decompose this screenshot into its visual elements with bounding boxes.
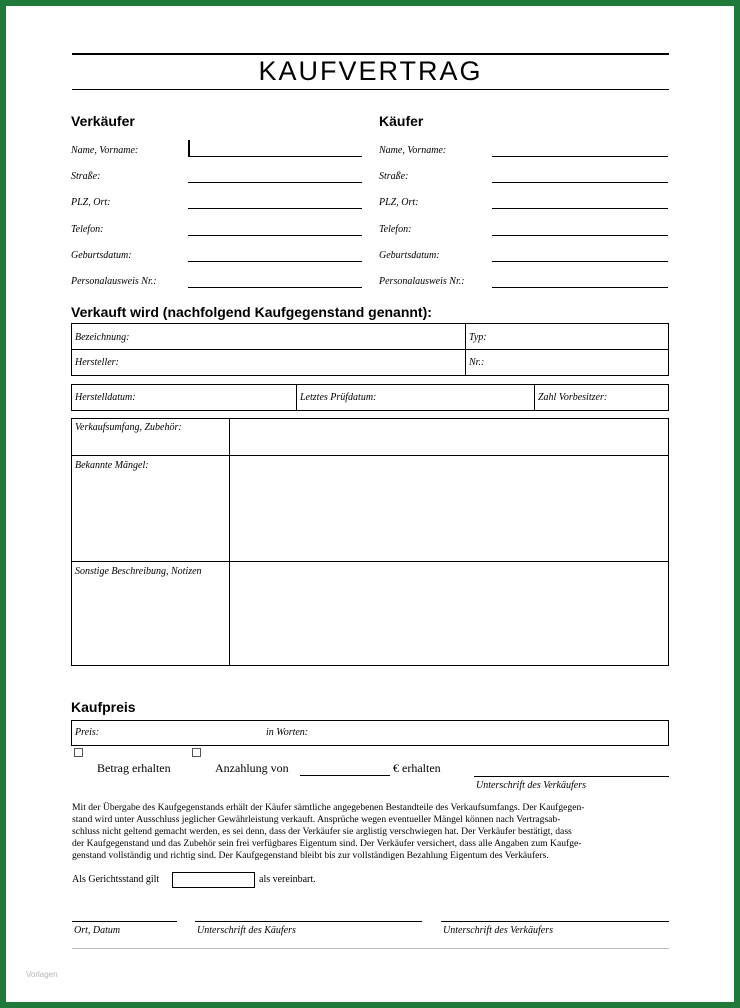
hersteller-field[interactable] xyxy=(130,351,462,374)
terms-line: schluss nicht geltend gemacht werden, es sei denn, dass der Verkäufer sie arglistig verschwiegen hat. Der Verkäufer bestätigt, dass xyxy=(72,826,572,837)
item-table-3-divider-2 xyxy=(71,561,669,562)
buyer-id-label: Personalausweis Nr.: xyxy=(379,276,465,287)
seller-id-field[interactable] xyxy=(188,287,362,288)
buyer-signature-label: Unterschrift des Käufers xyxy=(197,925,296,936)
buyer-phone-field[interactable] xyxy=(492,235,668,236)
bezeichnung-field[interactable] xyxy=(150,325,462,348)
seller-birthdate-field[interactable] xyxy=(188,261,362,262)
sonstige-label: Sonstige Beschreibung, Notizen xyxy=(75,566,202,577)
verkaufsumfang-label: Verkaufsumfang, Zubehör: xyxy=(75,422,182,433)
ort-datum-line[interactable] xyxy=(72,921,177,922)
seller-phone-label: Telefon: xyxy=(71,224,104,235)
watermark: Vorlagen xyxy=(26,970,58,979)
terms-line: Mit der Übergabe des Kaufgegenstands erhält der Käufer sämtliche angegebenen Bestandteile des Verkaufsumfangs. Der Kaufgegen- xyxy=(72,802,585,813)
gerichtsstand-field[interactable] xyxy=(172,872,255,888)
buyer-id-field[interactable] xyxy=(492,287,668,288)
vereinbart-label: als vereinbart. xyxy=(259,874,316,885)
bezeichnung-label: Bezeichnung: xyxy=(75,332,130,343)
in-worten-label: in Worten: xyxy=(266,727,309,738)
item-table-2-vdivider-1 xyxy=(296,384,297,411)
betrag-erhalten-label: Betrag erhalten xyxy=(97,761,171,775)
seller-name-label: Name, Vorname: xyxy=(71,145,139,156)
buyer-heading: Käufer xyxy=(379,113,424,129)
buyer-birthdate-field[interactable] xyxy=(492,261,668,262)
seller-signature-line-1[interactable] xyxy=(474,776,669,777)
gerichtsstand-label: Als Gerichtsstand gilt xyxy=(72,874,160,885)
in-worten-field[interactable] xyxy=(320,722,665,744)
terms-line: genstand vollständig und richtig sind. Der Kaufgegenstand bleibt bis zur vollständigen Bezahlung Eigentum des Verkäufers. xyxy=(72,850,549,861)
seller-city-label: PLZ, Ort: xyxy=(71,197,111,208)
seller-heading: Verkäufer xyxy=(71,113,135,129)
euro-erhalten-label: € erhalten xyxy=(393,761,441,775)
seller-signature-label-1: Unterschrift des Verkäufers xyxy=(476,780,586,791)
ort-datum-label: Ort, Datum xyxy=(74,925,121,936)
nr-label: Nr.: xyxy=(469,357,485,368)
buyer-signature-line[interactable] xyxy=(195,921,422,922)
preis-field[interactable] xyxy=(105,722,260,744)
seller-street-field[interactable] xyxy=(188,182,362,183)
typ-field[interactable] xyxy=(495,325,665,348)
item-table-3-divider-1 xyxy=(71,455,669,456)
seller-signature-line-2[interactable] xyxy=(441,921,669,922)
buyer-street-field[interactable] xyxy=(492,182,668,183)
anzahlung-label: Anzahlung von xyxy=(215,761,289,775)
pruefdatum-label: Letztes Prüfdatum: xyxy=(300,392,377,403)
terms-line: stand wird unter Ausschluss jeglicher Gewährleistung verkauft. Ansprüche wegen eventueller Mängel können nach Vertragsab- xyxy=(72,814,561,825)
item-heading: Verkauft wird (nachfolgend Kaufgegenstand genannt): xyxy=(71,304,432,320)
title-rule-bottom xyxy=(72,89,669,90)
price-heading: Kaufpreis xyxy=(71,699,136,715)
vorbesitzer-label: Zahl Vorbesitzer: xyxy=(538,392,608,403)
verkaufsumfang-field[interactable] xyxy=(232,420,666,453)
typ-label: Typ: xyxy=(469,332,487,343)
maengel-field[interactable] xyxy=(232,458,666,559)
seller-id-label: Personalausweis Nr.: xyxy=(71,276,157,287)
page-bottom-edge xyxy=(72,948,669,949)
sonstige-field[interactable] xyxy=(232,564,666,664)
anzahlung-field[interactable] xyxy=(300,775,390,776)
buyer-city-label: PLZ, Ort: xyxy=(379,197,419,208)
item-table-1-divider xyxy=(71,349,669,350)
seller-city-field[interactable] xyxy=(188,208,362,209)
betrag-erhalten-checkbox[interactable] xyxy=(74,748,83,757)
seller-phone-field[interactable] xyxy=(188,235,362,236)
text-cursor xyxy=(188,140,190,156)
terms-line: der Kaufgegenstand und das Zubehör sein frei verfügbares Eigentum sind. Der Verkäufer versichert, dass alle Angaben zum Kaufge- xyxy=(72,838,582,849)
item-table-2-vdivider-2 xyxy=(534,384,535,411)
anzahlung-checkbox[interactable] xyxy=(192,748,201,757)
seller-birthdate-label: Geburtsdatum: xyxy=(71,250,132,261)
herstelldatum-label: Herstelldatum: xyxy=(75,392,136,403)
buyer-name-label: Name, Vorname: xyxy=(379,145,447,156)
item-table-1-vdivider xyxy=(465,323,466,376)
nr-field[interactable] xyxy=(490,351,665,374)
maengel-label: Bekannte Mängel: xyxy=(75,460,149,471)
seller-street-label: Straße: xyxy=(71,171,101,182)
buyer-street-label: Straße: xyxy=(379,171,409,182)
buyer-city-field[interactable] xyxy=(492,208,668,209)
buyer-birthdate-label: Geburtsdatum: xyxy=(379,250,440,261)
preis-label: Preis: xyxy=(75,727,100,738)
buyer-phone-label: Telefon: xyxy=(379,224,412,235)
seller-signature-label-2: Unterschrift des Verkäufers xyxy=(443,925,553,936)
terms-paragraph xyxy=(72,802,670,862)
buyer-name-field[interactable] xyxy=(492,156,668,157)
document-title: KAUFVERTRAG xyxy=(258,56,483,86)
seller-name-field[interactable] xyxy=(188,156,362,157)
hersteller-label: Hersteller: xyxy=(75,357,119,368)
